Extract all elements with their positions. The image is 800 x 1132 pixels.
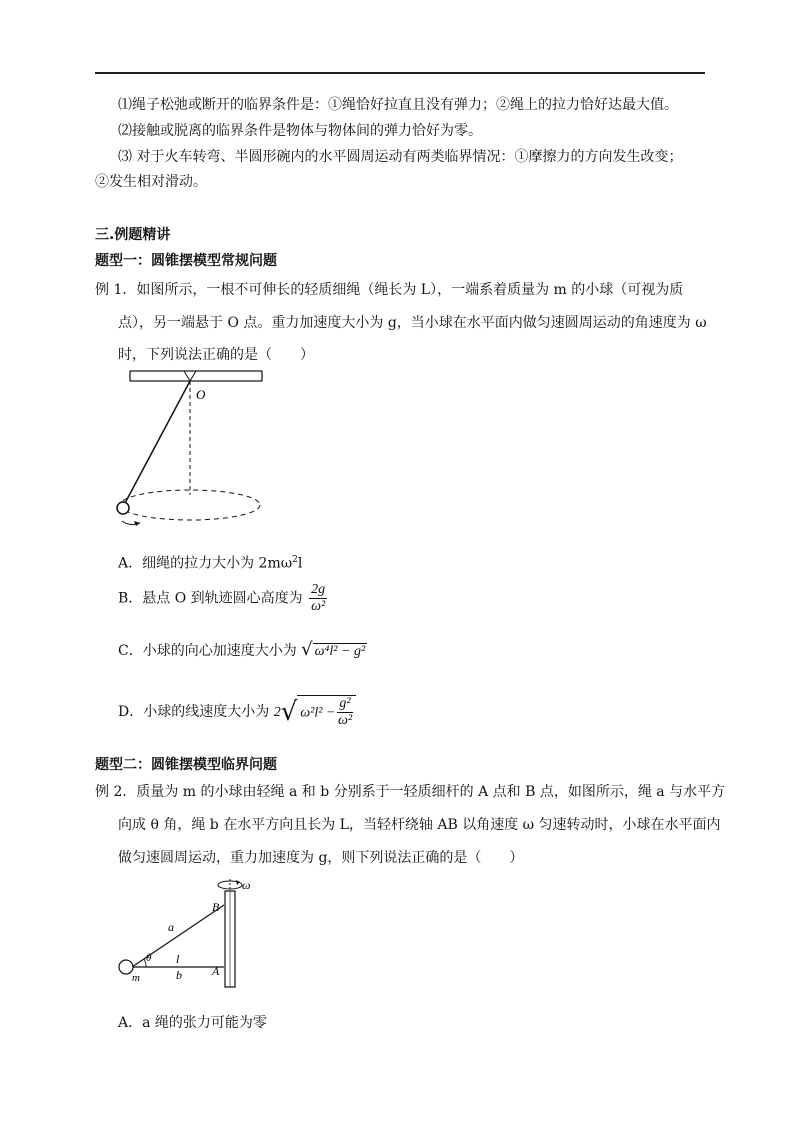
- option-A-tail: l: [297, 555, 303, 572]
- header-rule: [95, 72, 705, 74]
- conical-pendulum-figure: [110, 365, 280, 530]
- type2-title: 题型二：圆锥摆模型临界问题: [95, 757, 277, 773]
- option-C[interactable]: [118, 640, 367, 662]
- intro-line-4: ②发生相对滑动。: [95, 174, 207, 190]
- label-theta: θ: [146, 952, 152, 964]
- rotating-rod-figure: [112, 875, 262, 990]
- label-m: m: [132, 972, 140, 984]
- option-B-den: ω²: [311, 599, 326, 614]
- option-B-text: B．悬点 O 到轨迹圆心高度为: [118, 590, 303, 607]
- type1-question-line-2: 点），另一端悬于 O 点。重力加速度大小为 g，当小球在水平面内做匀速圆周运动的角速度为 ω: [118, 315, 707, 331]
- type2-question-line-1: 例 2．质量为 m 的小球由轻绳 a 和 b 分别系于一轻质细杆的 A 点和 B 点，如图所示，绳 a 与水平方: [95, 784, 726, 800]
- option-D-fraction: [337, 696, 352, 729]
- label-l: l: [176, 952, 180, 966]
- type2-question-line-2: 向成 θ 角，绳 b 在水平方向且长为 L，当轻杆绕轴 AB 以角速度 ω 匀速转动时，小球在水平面内: [118, 817, 721, 833]
- option-C-expr: ω⁴l² − g²: [314, 644, 366, 659]
- sqrt-icon: √: [301, 639, 313, 660]
- label-b: b: [176, 968, 182, 982]
- label-omega: ω: [242, 878, 251, 892]
- section-title: 三.例题精讲: [95, 227, 171, 243]
- option-C-text: C．小球的向心加速度大小为: [118, 643, 297, 659]
- intro-line-2: ⑵接触或脱离的临界条件是物体与物体间的弹力恰好为零。: [118, 123, 482, 139]
- option-A-sup: 2: [292, 555, 298, 565]
- option-D-text: D．小球的线速度大小为: [118, 704, 270, 720]
- type2-option-A[interactable]: A．a 绳的张力可能为零: [118, 1015, 267, 1031]
- option-D-radicand: [297, 695, 355, 729]
- label-A: A: [212, 964, 220, 978]
- option-D-coef: 2: [273, 705, 281, 720]
- sqrt-large-icon: √: [280, 697, 298, 727]
- type1-question-line-3: 时，下列说法正确的是（ ）: [118, 347, 314, 363]
- option-A-text: A．细绳的拉力大小为 2mω: [118, 555, 293, 572]
- intro-line-3: ⑶ 对于火车转弯、半圆形碗内的水平圆周运动有两类临界情况：①摩擦力的方向发生改变；: [118, 149, 683, 165]
- option-D-den: ω²: [337, 713, 353, 728]
- type1-title: 题型一：圆锥摆模型常规问题: [95, 253, 277, 269]
- option-D-expr: ω²l² −: [300, 705, 336, 721]
- option-A[interactable]: [118, 550, 302, 574]
- option-B[interactable]: [118, 582, 327, 615]
- option-D[interactable]: [118, 695, 356, 729]
- intro-line-1: ⑴绳子松弛或断开的临界条件是：①绳恰好拉直且没有弹力；②绳上的拉力恰好达最大值。: [118, 97, 678, 113]
- option-D-num: g²: [339, 696, 351, 711]
- label-O: O: [196, 387, 206, 402]
- label-B: B: [212, 900, 220, 914]
- type2-question-line-3: 做匀速圆周运动，重力加速度为 g，则下列说法正确的是（ ）: [118, 850, 524, 866]
- option-B-num: 2g: [311, 582, 326, 597]
- type1-question-line-1: 例 1．如图所示，一根不可伸长的轻质细绳（绳长为 L），一端系着质量为 m 的小球（可视为质: [95, 282, 684, 298]
- option-B-fraction: [309, 582, 327, 615]
- label-a: a: [168, 920, 174, 934]
